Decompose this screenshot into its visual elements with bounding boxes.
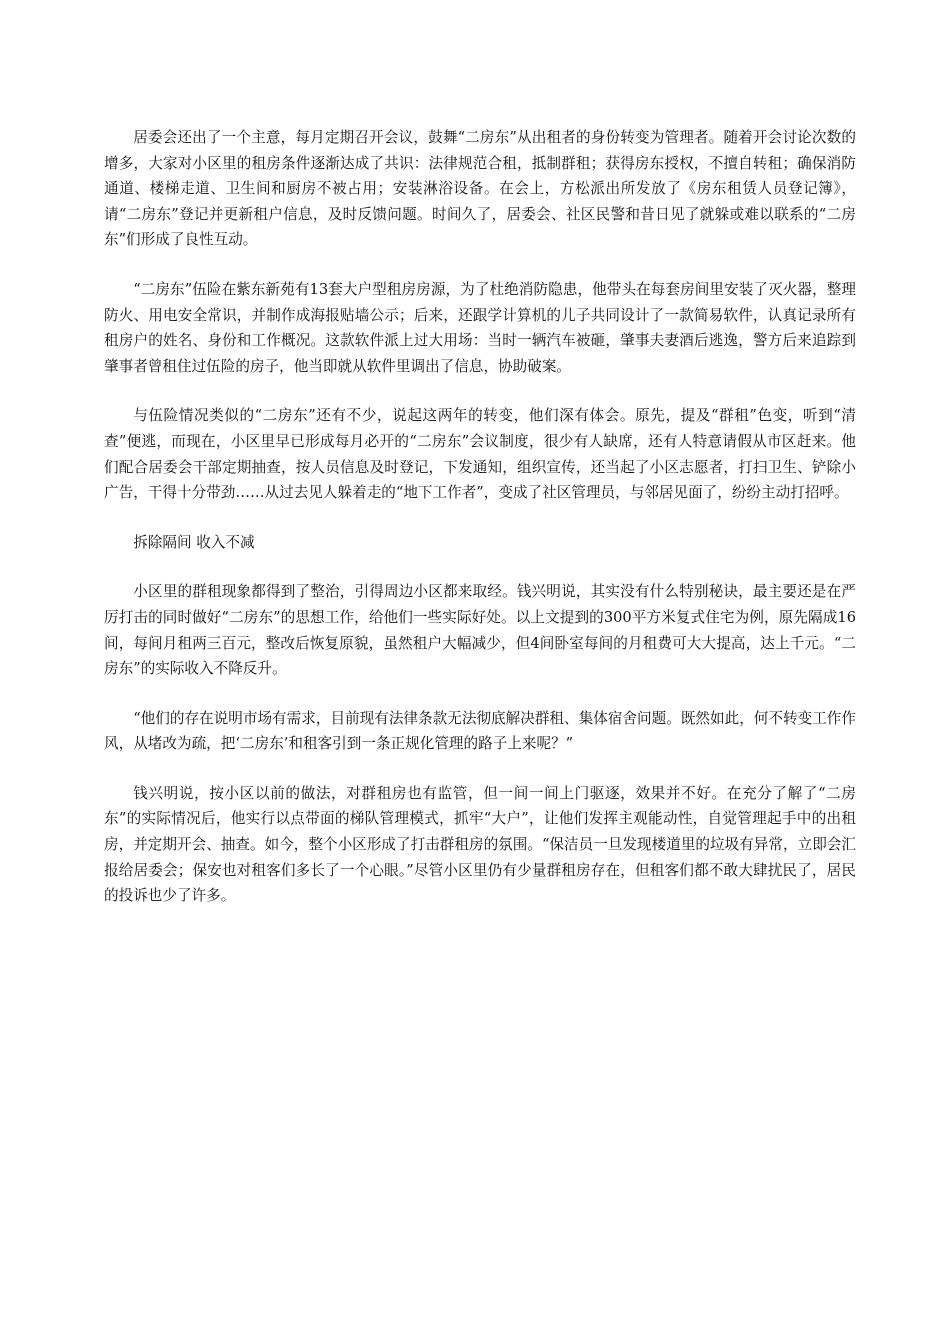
- paragraph-quote: “他们的存在说明市场有需求，目前现有法律条款无法彻底解决群租、集体宿舍问题。既然如此，何不转变工作作风，从堵改为疏，把‘二房东’和租客引到一条正规化管理的路子上来呢？”: [104, 709, 856, 753]
- document-page: [104, 125, 856, 933]
- paragraph-wu-xian: “二房东”伍险在紫东新苑有13套大户型租房房源，为了杜绝消防隐患，他带头在每套房间里安装了灭火器，整理防火、用电安全常识，并制作成海报贴墙公示；后来，还跟学计算机的儿子共同设计了一款简易软件，认真记录所有租房户的姓名、身份和工作概况。这款软件派上过大用场：当时一辆汽车被砸，肇事夫妻酒后逃逸，警方后来追踪到肇事者曾租住过伍险的房子，他当即就从软件里调出了信息，协助破案。: [104, 280, 856, 375]
- paragraph-landlords-change: 与伍险情况类似的“二房东”还有不少，说起这两年的转变，他们深有体会。原先，提及“群租”色变，听到“清查”便逃，而现在，小区里早已形成每月必开的“二房东”会议制度，很少有人缺席，还有人特意请假从市区赶来。他们配合居委会干部定期抽查，按人员信息及时登记，下发通知，组织宣传，还当起了小区志愿者，打扫卫生、铲除小广告，干得十分带劲……从过去见人躲着走的“地下工作者”，变成了社区管理员，与邻居见面了，纷纷主动打招呼。: [104, 407, 856, 502]
- paragraph-management: 钱兴明说，按小区以前的做法，对群租房也有监管，但一间一间上门驱逐，效果并不好。在充分了解了“二房东”的实际情况后，他实行以点带面的梯队管理模式，抓牢“大户”，让他们发挥主观能动性，自觉管理起手中的出租房，并定期开会、抽查。如今，整个小区形成了打击群租房的氛围。“保洁员一旦发现楼道里的垃圾有异常，立即会汇报给居委会；保安也对租客们多长了一个心眼。”尽管小区里仍有少量群租房存在，但租客们都不敢大肆扰民了，居民的投诉也少了许多。: [104, 784, 856, 905]
- paragraph-residents-committee: 居委会还出了一个主意，每月定期召开会议，鼓舞“二房东”从出租者的身份转变为管理者。随着开会讨论次数的增多，大家对小区里的租房条件逐渐达成了共识：法律规范合租，抵制群租；获得房东授权，不擅自转租；确保消防通道、楼梯走道、卫生间和厨房不被占用；安装淋浴设备。在会上，方松派出所发放了《房东租赁人员登记簿》，请“二房东”登记并更新租户信息，及时反馈问题。时间久了，居委会、社区民警和昔日见了就躲或难以联系的“二房东”们形成了良性互动。: [104, 129, 856, 249]
- paragraph-income: 小区里的群租现象都得到了整治，引得周边小区都来取经。钱兴明说，其实没有什么特别秘诀，最主要还是在严厉打击的同时做好“二房东”的思想工作，给他们一些实际好处。以上文提到的300平方米复式住宅为例，原先隔成16间，每间月租两三百元，整改后恢复原貌，虽然租户大幅减少，但4间卧室每间的月租费可大大提高，达上千元。“二房东”的实际收入不降反升。: [104, 583, 856, 678]
- section-heading: 拆除隔间 收入不减: [133, 533, 255, 551]
